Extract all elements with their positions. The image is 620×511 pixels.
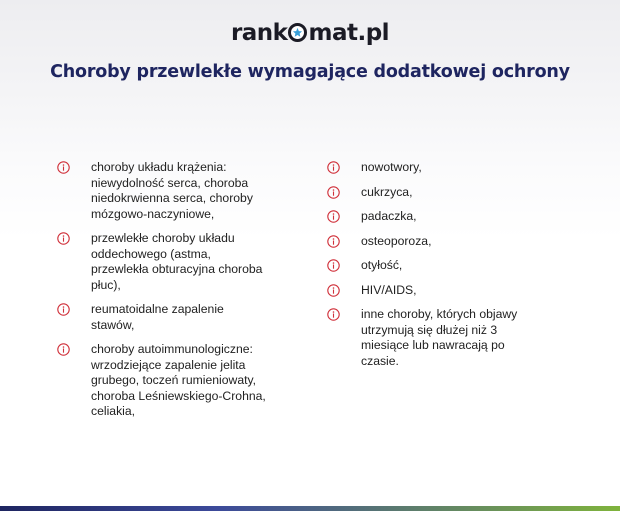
info-icon: [327, 161, 340, 174]
list-item-text: nowotwory,: [361, 160, 422, 174]
list-item-text: choroby autoimmunologiczne: wrzodziejące zapalenie jelita grubego, toczeń rumieniowaty, choroba Leśniewskiego-Crohna, celiakia,: [91, 342, 266, 418]
list-item-text: osteoporoza,: [361, 233, 432, 248]
right-list: [327, 160, 557, 378]
list-item: [327, 283, 557, 299]
info-icon: [327, 210, 340, 223]
left-list: [57, 160, 297, 429]
info-icon: [327, 308, 340, 321]
list-item-text: przewlekłe choroby układu oddechowego (astma, przewlekła obturacyjna choroba płuc),: [91, 231, 263, 292]
list-item: [327, 234, 557, 250]
list-item: [327, 258, 557, 274]
list-item: [57, 160, 297, 222]
list-item: [327, 160, 557, 176]
list-item: [327, 185, 557, 201]
list-item: [57, 342, 297, 420]
list-item-text: HIV/AIDS,: [361, 282, 417, 297]
list-item: [327, 307, 557, 369]
list-item-text: inne choroby, których objawy utrzymują się dłużej niż 3 miesiące lub nawracają po czasie.: [361, 307, 518, 368]
logo-suffix: mat.pl: [308, 20, 390, 46]
info-icon: [327, 235, 340, 248]
logo-prefix: rank: [230, 20, 288, 46]
list-item-text: cukrzyca,: [361, 184, 413, 199]
list-item-text: choroby układu krążenia: niewydolność serca, choroba niedokrwienna serca, choroby mózgowo-naczyniowe,: [91, 160, 253, 221]
info-icon: [327, 259, 340, 272]
info-icon: [327, 284, 340, 297]
footer-bar: [0, 506, 620, 511]
star-icon: [288, 23, 307, 42]
info-icon: [57, 303, 70, 316]
list-item-text: otyłość,: [361, 258, 403, 272]
list-item: [57, 302, 297, 333]
info-icon: [57, 232, 70, 245]
list-item-text: reumatoidalne zapalenie stawów,: [91, 302, 224, 332]
list-item-text: padaczka,: [361, 209, 417, 223]
rankomat-logo: [0, 20, 620, 46]
info-icon: [327, 186, 340, 199]
info-icon: [57, 161, 70, 174]
page-title: Choroby przewlekłe wymagające dodatkowej ochrony: [50, 62, 570, 82]
list-item: [57, 231, 297, 293]
info-icon: [57, 343, 70, 356]
list-item: [327, 209, 557, 225]
